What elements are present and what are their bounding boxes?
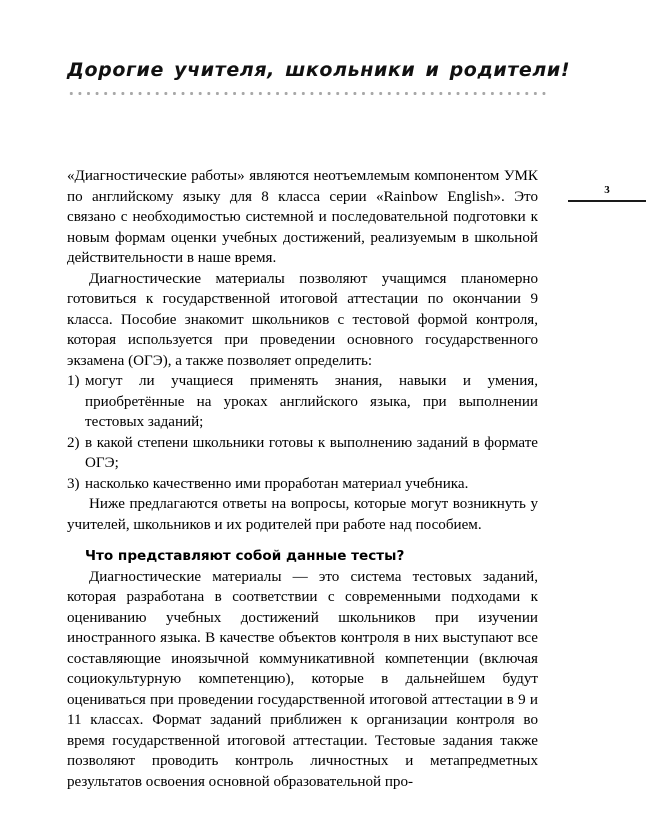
list-item <box>67 474 538 495</box>
list-item-text: могут ли учащиеся применять знания, навыки и умения, приобретённые на уроках английского языка, при выполнении тестовых заданий; <box>85 373 538 430</box>
paragraph-answers-below: Ниже предлагаются ответы на вопросы, которые могут возникнуть у учителей, школьников и их родителей при работе над пособием. <box>67 496 538 533</box>
page-number-rule <box>568 200 646 202</box>
title-dotted-divider <box>67 92 546 95</box>
section-subheading: Что представляют собой данные тесты? <box>85 548 405 564</box>
list-item-text: насколько качественно ими проработан материал учебника. <box>85 475 469 492</box>
objectives-list <box>67 371 538 494</box>
list-item-marker: 2) <box>67 434 80 451</box>
page-title: Дорогие учителя, школьники и родители! <box>67 59 571 81</box>
list-item-marker: 1) <box>67 373 80 389</box>
list-item <box>67 371 538 433</box>
subheading-spacer <box>67 535 538 546</box>
paragraph-intro: «Диагностические работы» являются неотъемлемым компонентом УМК по английскому языку для 8 класса серии «Rainbow English». Это связано с необходимостью системной и последовательной подготовки к новым формам оценки учебных достижений, реализуемым в школьной действительности в наше время. <box>67 168 538 266</box>
page-number-marker <box>568 184 646 202</box>
paragraph-diagnostic-materials: Диагностические материалы позволяют учащимся планомерно готовиться к государственной итоговой аттестации по окончании 9 класса. Пособие знакомит школьников с тестовой формой контроля, которая используется при проведении основного государственного экзамена (ОГЭ), а также позволяет определить: <box>67 270 538 369</box>
body-text-column <box>67 166 538 792</box>
list-item <box>67 433 538 474</box>
page-number: 3 <box>604 184 610 196</box>
paragraph-test-system: Диагностические материалы — это система тестовых заданий, которая разработана в соответствии с современными подходами к оцениванию учебных достижений школьников при изучении иностранного языка. В качестве объектов контроля в них выступают все составляющие иноязычной коммуникативной компетенции (включая социокультурную компетенцию), которые в дальнейшем будут оцениваться при проведении государственной итоговой аттестации в 9 и 11 классах. Формат заданий приближен к организации контроля во время государственной итоговой аттестации. Тестовые задания также позволяют проводить контроль личностных и метапредметных результатов освоения основной образовательной про- <box>67 568 538 790</box>
list-item-marker: 3) <box>67 475 80 492</box>
list-item-text: в какой степени школьники готовы к выполнению заданий в формате ОГЭ; <box>85 434 538 471</box>
